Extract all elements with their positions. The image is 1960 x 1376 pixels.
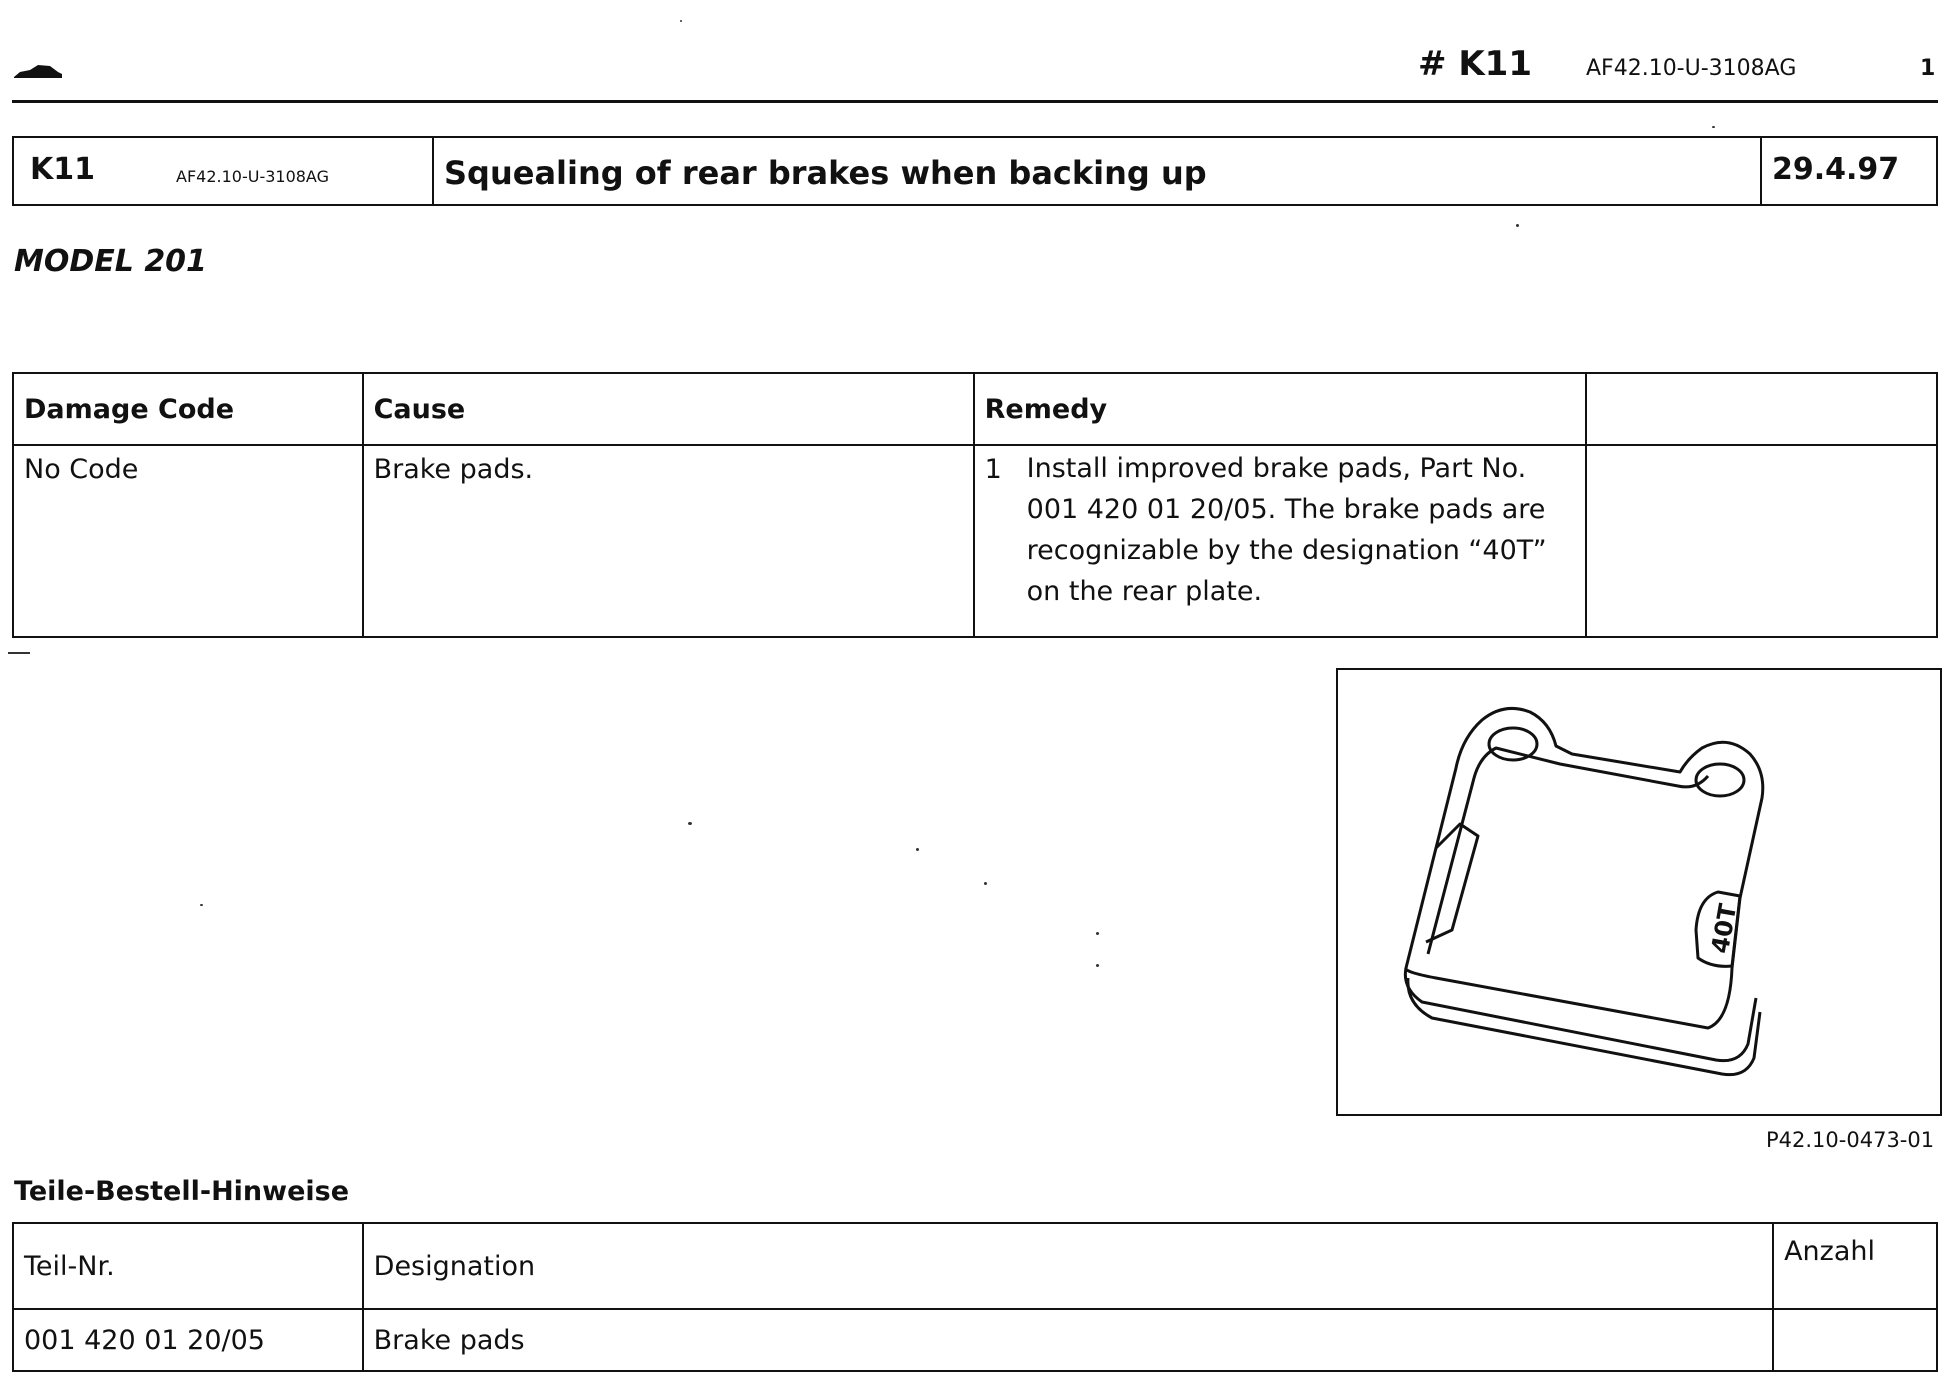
column-header-empty <box>1586 373 1937 445</box>
car-icon <box>12 64 64 82</box>
parts-section-title: Teile-Bestell-Hinweise <box>14 1176 350 1207</box>
column-header-damage-code: Damage Code <box>13 373 363 445</box>
cause-cell: Brake pads. <box>363 445 974 637</box>
column-header-designation: Designation <box>363 1223 1773 1309</box>
header-reference: AF42.10-U-3108AG <box>1586 56 1797 81</box>
damage-code-cell: No Code <box>13 445 363 637</box>
header-document-code: # K11 <box>1418 44 1532 84</box>
column-header-cause: Cause <box>363 373 974 445</box>
model-heading: MODEL 201 <box>14 244 207 279</box>
table-row <box>13 445 1937 637</box>
scan-speck <box>1712 126 1715 128</box>
title-code: K11 <box>30 152 95 187</box>
document-title: Squealing of rear brakes when backing up <box>444 154 1207 192</box>
pad-marking-label: 40T <box>1706 901 1743 956</box>
scan-speck <box>916 848 919 851</box>
extra-cell <box>1586 445 1937 637</box>
column-header-quantity: Anzahl <box>1773 1223 1937 1309</box>
document-date: 29.4.97 <box>1772 152 1900 187</box>
scan-speck <box>1096 932 1099 935</box>
parts-table <box>12 1222 1938 1372</box>
remedy-text: Install improved brake pads, Part No. 001 420 01 20/05. The brake pads are recognizable by the designation “40T” on the rear plate. <box>1026 453 1547 607</box>
remedy-step-number: 1 <box>984 454 1002 485</box>
damage-table <box>12 372 1938 638</box>
table-header-row <box>13 1223 1937 1309</box>
remedy-cell <box>974 445 1586 637</box>
part-number-cell: 001 420 01 20/05 <box>13 1309 363 1371</box>
table-header-row <box>13 373 1937 445</box>
brake-pad-illustration <box>1336 668 1942 1116</box>
scan-speck <box>200 904 203 906</box>
scan-speck <box>680 20 682 22</box>
scan-speck <box>984 882 987 885</box>
scan-speck <box>8 652 30 654</box>
designation-cell: Brake pads <box>363 1309 1773 1371</box>
scan-speck <box>1516 224 1519 227</box>
header-rule <box>12 100 1938 103</box>
column-header-remedy: Remedy <box>974 373 1586 445</box>
scan-speck <box>688 822 692 825</box>
title-divider <box>432 136 434 206</box>
table-row <box>13 1309 1937 1371</box>
figure-caption: P42.10-0473-01 <box>1766 1128 1935 1152</box>
title-reference: AF42.10-U-3108AG <box>176 167 329 186</box>
page-number: 1 <box>1920 56 1936 81</box>
title-divider <box>1760 136 1762 206</box>
quantity-cell <box>1773 1309 1937 1371</box>
scan-speck <box>1096 964 1099 967</box>
column-header-part-number: Teil-Nr. <box>13 1223 363 1309</box>
